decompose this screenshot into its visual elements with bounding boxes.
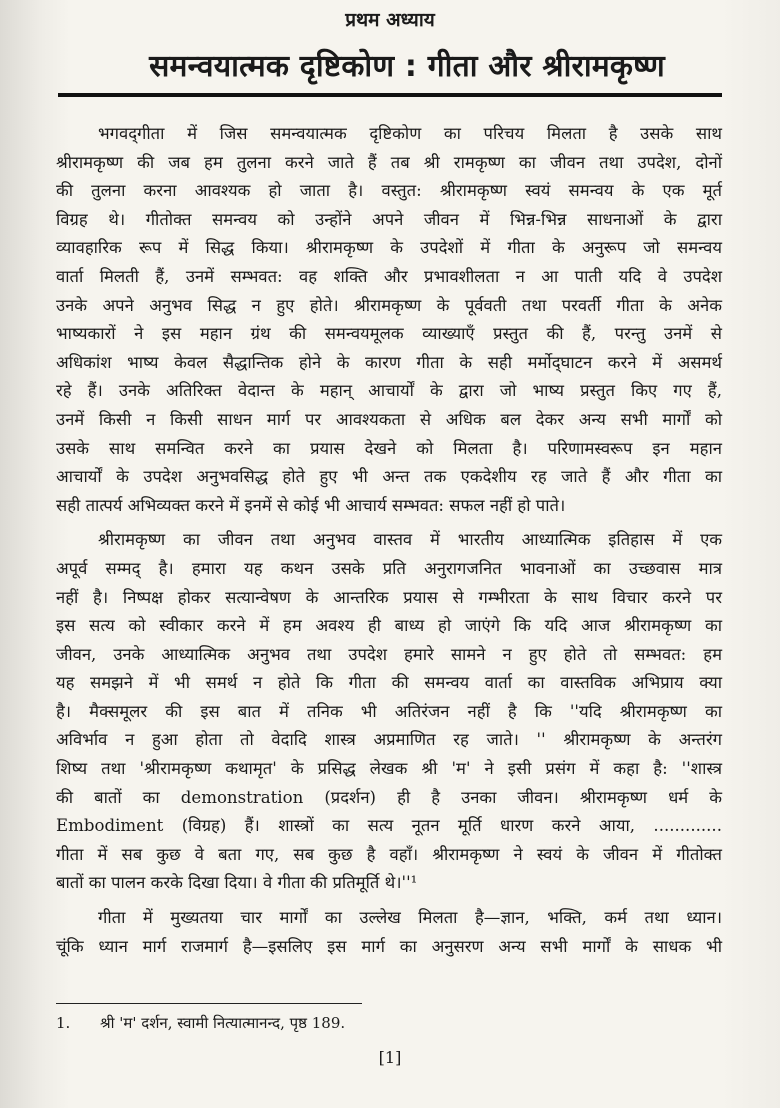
footnote-number: 1. (56, 1014, 71, 1032)
footnote (56, 1013, 716, 1033)
text-line: उसके साथ समन्वित करने का प्रयास देखने को मिलता है। परिणामस्वरूप इन महान (56, 438, 722, 458)
text-line: चूंकि ध्यान मार्ग राजमार्ग है—इसलिए इस मार्ग का अनुसरण अन्य सभी मार्गों के साधक भी (56, 936, 722, 956)
chapter-title: समन्वयात्मक दृष्टिकोण : गीता और श्रीरामकृष्ण (149, 49, 665, 84)
text-line: आचार्यों के उपदेश अनुभवसिद्ध होते हुए भी अन्त तक एकदेशीय रह जाते हैं और गीता का (56, 467, 722, 487)
text-line: भाष्यकारों ने इस महान ग्रंथ की समन्वयमूलक व्याख्याएँ प्रस्तुत की हैं, परन्तु उनमें से (56, 324, 722, 344)
text-line: वार्ता मिलती हैं, उनमें सम्भवत: वह शक्ति और प्रभावशीलता न आ पाती यदि वे उपदेश (56, 266, 722, 286)
text-line: श्रीरामकृष्ण का जीवन तथा अनुभव वास्तव में भारतीय आध्यात्मिक इतिहास में एक (98, 530, 722, 550)
text-line: भगवद्‌गीता में जिस समन्वयात्मक दृष्टिकोण का परिचय मिलता है उसके साथ (98, 124, 722, 143)
text-line: शिष्य तथा 'श्रीरामकृष्ण कथामृत' के प्रसिद्ध लेखक श्री 'म' ने इसी प्रसंग में कहा है: ''शास्त्र (56, 759, 722, 779)
text-line: सही तात्पर्य अभिव्यक्त करने में इनमें से कोई भी आचार्य सम्भवत: सफल नहीं हो पाते। (56, 495, 566, 515)
text-line: व्यावहारिक रूप में सिद्ध किया। श्रीरामकृष्ण के उपदेशों में गीता के अनुरूप जो समन्वय (56, 238, 722, 258)
text-line: जीवन, उनके आध्यात्मिक अनुभव तथा उपदेश हमारे सामने न हुए होते तो सम्भवत: हम (56, 644, 722, 664)
text-line: अविर्भाव न हुआ होता तो वेदादि शास्त्र अप्रमाणित रह जाते। '' श्रीरामकृष्ण के अन्तरंग (56, 730, 722, 750)
paragraph-2 (56, 526, 722, 898)
text-line: अधिकांश भाष्य केवल सैद्धान्तिक होने के कारण गीता के सही मर्मोद्‌घाटन करने में असमर्थ (56, 352, 722, 372)
text-line: गीता में सब कुछ वे बता गए, सब कुछ है वहाँ। श्रीरामकृष्ण ने स्वयं के जीवन में गीतोक्त (56, 844, 722, 864)
title-rule (58, 93, 722, 97)
text-line: इस सत्य को स्वीकार करने में हम अवश्य ही बाध्य हो जाएंगे कि यदि आज श्रीरामकृष्ण का (56, 616, 722, 636)
page-number: [1] (378, 1048, 402, 1067)
text-line: विग्रह थे। गीतोक्त समन्वय को उन्होंने अपने जीवन में भिन्न-भिन्न साधनाओं के द्वारा (56, 209, 722, 229)
text-line: श्रीरामकृष्ण की जब हम तुलना करने जाते हैं तब श्री रामकृष्ण का जीवन तथा उपदेश, दोनों (56, 152, 722, 172)
text-line: है। मैक्समूलर की इस बात में तनिक भी अतिरंजन नहीं है कि ''यदि श्रीरामकृष्ण का (56, 701, 722, 721)
paragraph-1 (56, 120, 722, 520)
text-line: की तुलना करना आवश्यक हो जाता है। वस्तुत: श्रीरामकृष्ण स्वयं समन्वय के एक मूर्त (56, 181, 722, 201)
text-line: गीता में मुख्यतया चार मार्गों का उल्लेख मिलता है—ज्ञान, भक्ति, कर्म तथा ध्यान। (98, 908, 722, 928)
text-line: उनके अपने अनुभव सिद्ध न हुए होते। श्रीरामकृष्ण के पूर्ववती तथा परवर्ती गीता के अनेक (56, 295, 722, 315)
text-line: यह समझने में भी समर्थ न होते कि गीता की समन्वय वार्ता का वास्तविक अभिप्राय क्या (56, 673, 722, 693)
body-text (56, 120, 722, 961)
chapter-label: प्रथम अध्याय (345, 9, 435, 31)
footnote-text: श्री 'म' दर्शन, स्वामी नित्यात्मानन्द, पृष्ठ 189. (100, 1014, 346, 1032)
footnote-rule (56, 1003, 362, 1004)
text-line: रहे हैं। उनके अतिरिक्त वेदान्त के महान्‌ आचार्यों के द्वारा जो भाष्य प्रस्तुत किए गए हैं, (56, 381, 722, 401)
paragraph-3 (56, 904, 722, 961)
text-line: बातों का पालन करके दिखा दिया। वे गीता की प्रतिमूर्ति थे।''¹ (56, 873, 418, 893)
text-line: उनमें किसी न किसी साधन मार्ग पर आवश्यकता से अधिक बल देकर अन्य सभी मार्गों को (56, 409, 722, 429)
text-line: नहीं है। निष्पक्ष होकर सत्यान्वेषण के आन्तरिक प्रयास से गम्भीरता के साथ विचार करने पर (56, 587, 722, 607)
text-line: अपूर्व सम्मद्‌ है। हमारा यह कथन उसके प्रति अनुरागजनित भावनाओं का उच्छवास मात्र (56, 558, 722, 578)
text-line: की बातों का demonstration (प्रदर्शन) ही है उनका जीवन। श्रीरामकृष्ण धर्म के (56, 787, 722, 807)
text-line: Embodiment (विग्रह) हैं। शास्त्रों का सत्य नूतन मूर्ति धारण करने आया, ............. (56, 816, 722, 836)
